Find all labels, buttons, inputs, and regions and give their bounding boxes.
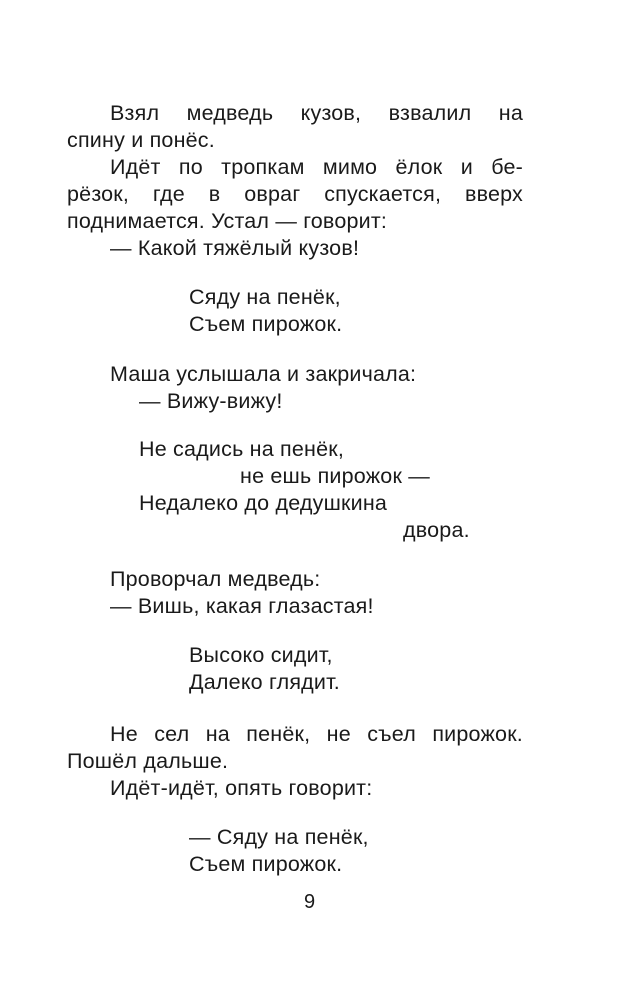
speech-3: — Вишь, какая глазастая! — [110, 594, 374, 618]
verse-2-line-1: Не садись на пенёк, — [139, 437, 345, 461]
paragraph-6: Идёт-идёт, опять говорит: — [110, 776, 373, 800]
verse-3-line-2: Далеко глядит. — [189, 670, 340, 694]
speech-1: — Какой тяжёлый кузов! — [110, 236, 360, 260]
paragraph-3: Маша услышала и закричала: — [110, 362, 417, 386]
verse-2-line-2: не ешь пирожок — — [240, 464, 430, 488]
verse-2-line-4: двора. — [403, 518, 470, 542]
paragraph-2-line-3: поднимается. Устал — говорит: — [67, 209, 388, 233]
page-number: 9 — [303, 891, 316, 913]
speech-2: — Вижу-вижу! — [139, 389, 283, 413]
verse-1-line-1: Сяду на пенёк, — [189, 285, 341, 309]
paragraph-2-line-2: рёзок, где в овраг спускается, вверх — [67, 182, 523, 206]
paragraph-5-line-2: Пошёл дальше. — [67, 749, 229, 773]
paragraph-1-line-2: спину и понёс. — [67, 128, 215, 152]
paragraph-1-line-1: Взял медведь кузов, взвалил на — [110, 101, 523, 125]
paragraph-5-line-1: Не сел на пенёк, не съел пирожок. — [110, 722, 523, 746]
verse-1-line-2: Съем пирожок. — [189, 312, 343, 336]
verse-3-line-1: Высоко сидит, — [189, 643, 333, 667]
verse-2-line-3: Недалеко до дедушкина — [139, 491, 388, 515]
paragraph-4: Проворчал медведь: — [110, 567, 321, 591]
verse-4-line-2: Съем пирожок. — [189, 852, 343, 876]
paragraph-2-line-1: Идёт по тропкам мимо ёлок и бе- — [110, 155, 523, 179]
verse-4-line-1: — Сяду на пенёк, — [189, 825, 369, 849]
